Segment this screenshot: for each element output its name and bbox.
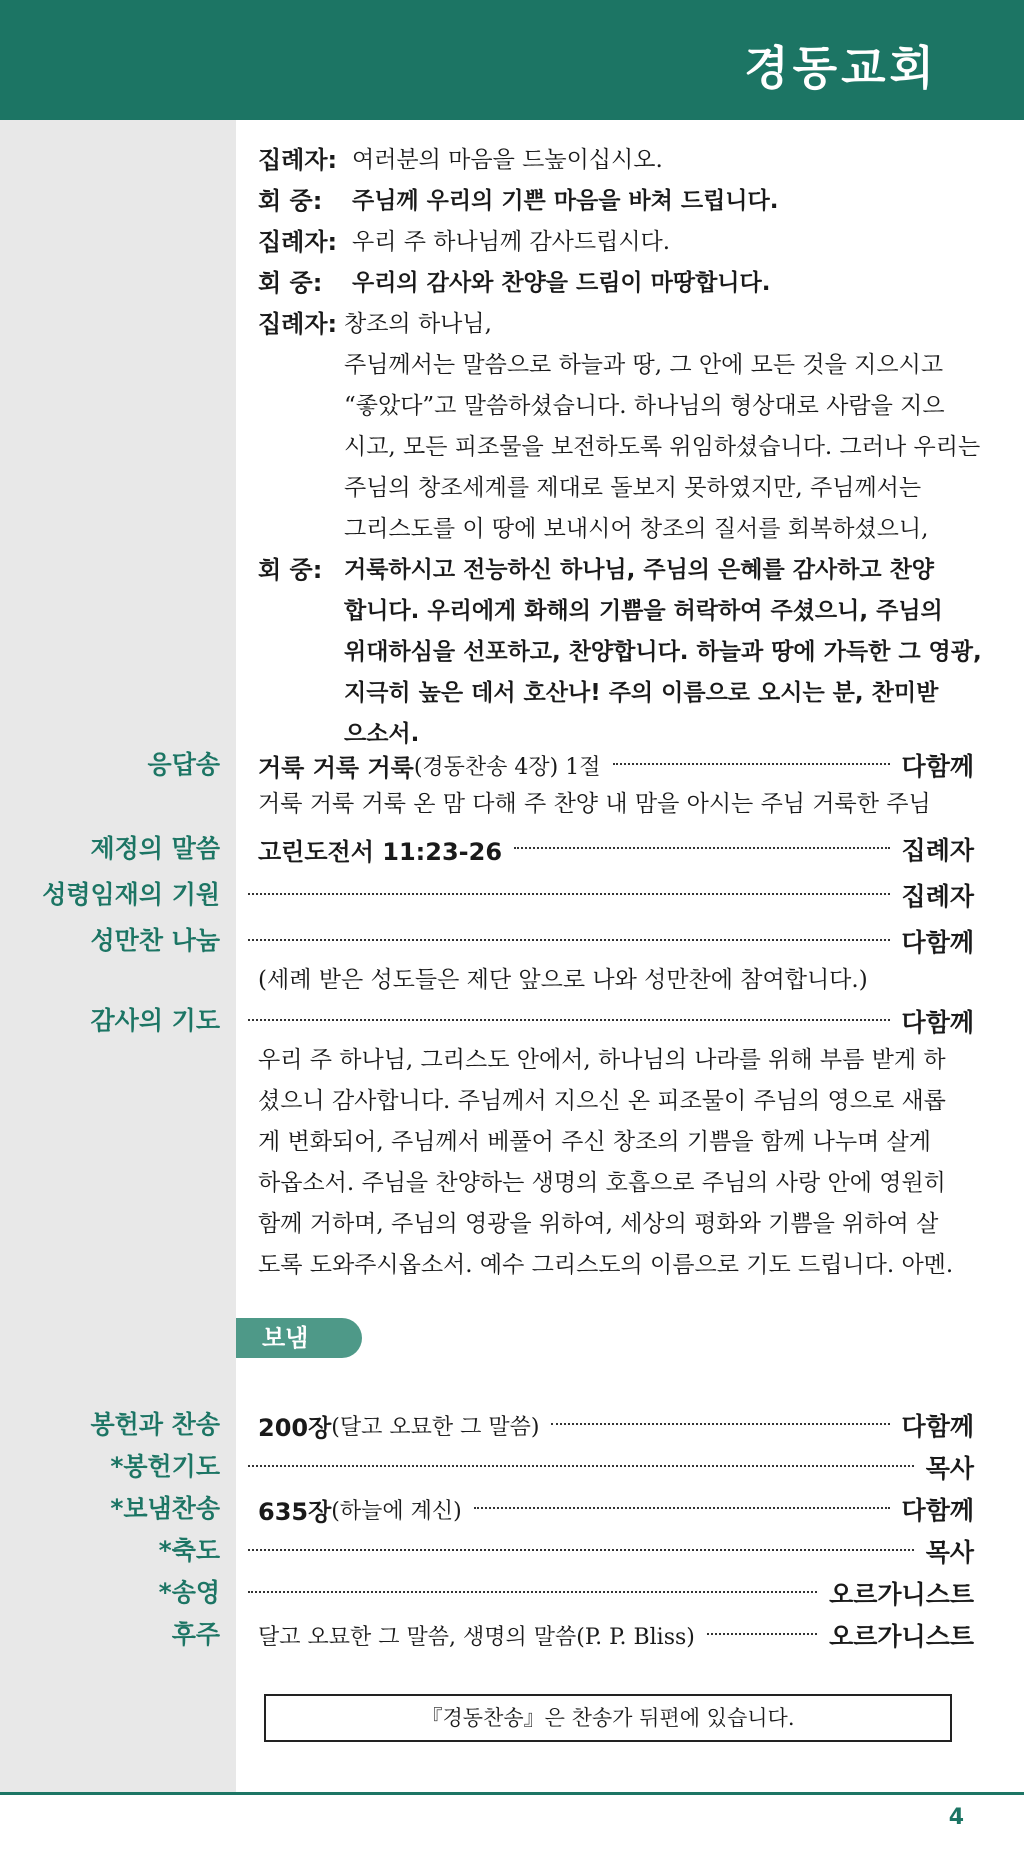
litany-line bbox=[258, 140, 978, 181]
litany-line bbox=[258, 304, 978, 345]
speaker: 회 중: bbox=[258, 187, 323, 215]
order-item-offering-prayer bbox=[0, 1446, 1024, 1488]
dot-leader bbox=[514, 846, 890, 849]
item-title: 200장 bbox=[258, 1413, 332, 1442]
item-title: 635장 bbox=[258, 1497, 332, 1526]
dot-leader bbox=[248, 1548, 914, 1551]
dot-leader bbox=[248, 938, 890, 941]
litany-text: 거룩하시고 전능하신 하나님, 주님의 은혜를 감사하고 찬양 bbox=[344, 557, 935, 583]
dot-leader bbox=[613, 762, 890, 765]
item-title: 고린도전서 11:23-26 bbox=[258, 837, 503, 866]
order-item-institution bbox=[0, 828, 1024, 870]
litany-continuation: 합니다. 우리에게 화해의 기쁨을 허락하여 주셨으니, 주님의 bbox=[344, 598, 943, 624]
litany bbox=[258, 140, 982, 755]
item-who: 다함께 bbox=[901, 1412, 974, 1441]
item-who: 집례자 bbox=[901, 882, 974, 911]
litany-continuation: 주님께서는 말씀으로 하늘과 땅, 그 안에 모든 것을 지으시고 bbox=[344, 352, 944, 378]
order-item-responsive-song bbox=[0, 744, 1024, 786]
item-who: 목사 bbox=[925, 1538, 974, 1567]
litany-line bbox=[258, 263, 978, 304]
order-label: *봉헌기도 bbox=[110, 1452, 220, 1481]
page-header bbox=[0, 0, 1024, 120]
dot-leader bbox=[474, 1506, 890, 1509]
prayer-line: 함께 거하며, 주님의 영광을 위하여, 세상의 평화와 기쁨을 위하여 살 bbox=[258, 1211, 939, 1237]
item-who: 집례자 bbox=[901, 836, 974, 865]
item-who: 다함께 bbox=[901, 1496, 974, 1525]
order-label: 봉헌과 찬송 bbox=[90, 1410, 220, 1439]
order-item-postlude bbox=[0, 1614, 1024, 1656]
litany-line bbox=[258, 181, 978, 222]
item-sub: (경동찬송 4장) 1절 bbox=[413, 754, 601, 780]
item-who: 오르가니스트 bbox=[829, 1622, 974, 1651]
section-heading-sending: 보냄 bbox=[236, 1318, 362, 1358]
lyrics-line: 거룩 거룩 거룩 온 맘 다해 주 찬양 내 맘을 아시는 주님 거룩한 주님 bbox=[258, 791, 931, 817]
litany-text: 창조의 하나님, bbox=[344, 311, 492, 337]
prayer-line: 하옵소서. 주님을 찬양하는 생명의 호흡으로 주님의 사랑 안에 영원히 bbox=[258, 1170, 946, 1196]
litany-continuation: 지극히 높은 데서 호산나! 주의 이름으로 오시는 분, 찬미받 bbox=[344, 680, 939, 706]
page-number: 4 bbox=[948, 1805, 964, 1830]
speaker: 집례자: bbox=[258, 310, 338, 338]
note-line: (세례 받은 성도들은 제단 앞으로 나와 성만찬에 참여합니다.) bbox=[258, 967, 868, 993]
item-who: 다함께 bbox=[901, 1008, 974, 1037]
item-sub: (달고 오묘한 그 말씀) bbox=[331, 1414, 540, 1440]
item-who: 다함께 bbox=[901, 752, 974, 781]
order-item-doxology bbox=[0, 1572, 1024, 1614]
order-label: 감사의 기도 bbox=[90, 1006, 220, 1035]
prayer-line: 우리 주 하나님, 그리스도 안에서, 하나님의 나라를 위해 부름 받게 하 bbox=[258, 1047, 946, 1073]
litany-text: 우리 주 하나님께 감사드립시다. bbox=[352, 229, 671, 255]
hymnal-note: 『경동찬송』은 찬송가 뒤편에 있습니다. bbox=[264, 1694, 952, 1742]
item-who: 오르가니스트 bbox=[829, 1580, 974, 1609]
item-who: 목사 bbox=[925, 1454, 974, 1483]
litany-continuation: “좋았다”고 말씀하셨습니다. 하나님의 형상대로 사람을 지으 bbox=[344, 393, 945, 419]
litany-text: 여러분의 마음을 드높이십시오. bbox=[352, 147, 663, 173]
litany-text: 우리의 감사와 찬양을 드림이 마땅합니다. bbox=[352, 270, 771, 296]
litany-continuation: 위대하심을 선포하고, 찬양합니다. 하늘과 땅에 가득한 그 영광, bbox=[344, 639, 982, 665]
prayer-line: 도록 도와주시옵소서. 예수 그리스도의 이름으로 기도 드립니다. 아멘. bbox=[258, 1252, 954, 1278]
order-label: *보냄찬송 bbox=[110, 1494, 220, 1523]
dot-leader bbox=[248, 1018, 890, 1021]
litany-continuation: 으소서. bbox=[344, 721, 420, 747]
litany-continuation: 주님의 창조세계를 제대로 돌보지 못하였지만, 주님께서는 bbox=[344, 475, 922, 501]
order-label: 성령임재의 기원 bbox=[42, 880, 220, 909]
litany-continuation: 시고, 모든 피조물을 보전하도록 위임하셨습니다. 그러나 우리는 bbox=[344, 434, 981, 460]
order-item-communion bbox=[0, 920, 1024, 962]
item-sub: 달고 오묘한 그 말씀, 생명의 말씀(P. P. Bliss) bbox=[258, 1624, 695, 1650]
prayer-line: 게 변화되어, 주님께서 베풀어 주신 창조의 기쁨을 함께 나누며 살게 bbox=[258, 1129, 931, 1155]
item-who: 다함께 bbox=[901, 928, 974, 957]
item-sub: (하늘에 계신) bbox=[331, 1498, 462, 1524]
order-label: 제정의 말씀 bbox=[90, 834, 220, 863]
item-title: 거룩 거룩 거룩 bbox=[258, 753, 414, 782]
dot-leader bbox=[707, 1632, 817, 1635]
litany-text: 주님께 우리의 기쁜 마음을 바쳐 드립니다. bbox=[352, 188, 779, 214]
dot-leader bbox=[248, 892, 890, 895]
order-label: *송영 bbox=[158, 1578, 220, 1607]
order-item-sending-hymn bbox=[0, 1488, 1024, 1530]
order-item-benediction bbox=[0, 1530, 1024, 1572]
speaker: 회 중: bbox=[258, 556, 323, 584]
dot-leader bbox=[248, 1590, 817, 1593]
order-item-epiclesis bbox=[0, 874, 1024, 916]
song-lyrics bbox=[258, 784, 978, 825]
order-label: 응답송 bbox=[147, 750, 220, 779]
litany-line bbox=[258, 550, 978, 591]
order-label: 성만찬 나눔 bbox=[90, 926, 220, 955]
prayer-line: 셨으니 감사합니다. 주님께서 지으신 온 피조물이 주님의 영으로 새롭 bbox=[258, 1088, 946, 1114]
thanksgiving-prayer bbox=[258, 1040, 978, 1286]
order-label: *축도 bbox=[158, 1536, 220, 1565]
dot-leader bbox=[248, 1464, 914, 1467]
communion-note bbox=[258, 960, 978, 1001]
litany-line bbox=[258, 222, 978, 263]
speaker: 회 중: bbox=[258, 269, 323, 297]
order-item-thanksgiving bbox=[0, 1000, 1024, 1042]
speaker: 집례자: bbox=[258, 146, 338, 174]
speaker: 집례자: bbox=[258, 228, 338, 256]
litany-continuation: 그리스도를 이 땅에 보내시어 창조의 질서를 회복하셨으니, bbox=[344, 516, 929, 542]
church-name: 경동교회 bbox=[744, 41, 938, 95]
dot-leader bbox=[551, 1422, 889, 1425]
order-label: 후주 bbox=[171, 1620, 220, 1649]
order-item-offering bbox=[0, 1404, 1024, 1446]
footer-rule bbox=[0, 1792, 1024, 1795]
